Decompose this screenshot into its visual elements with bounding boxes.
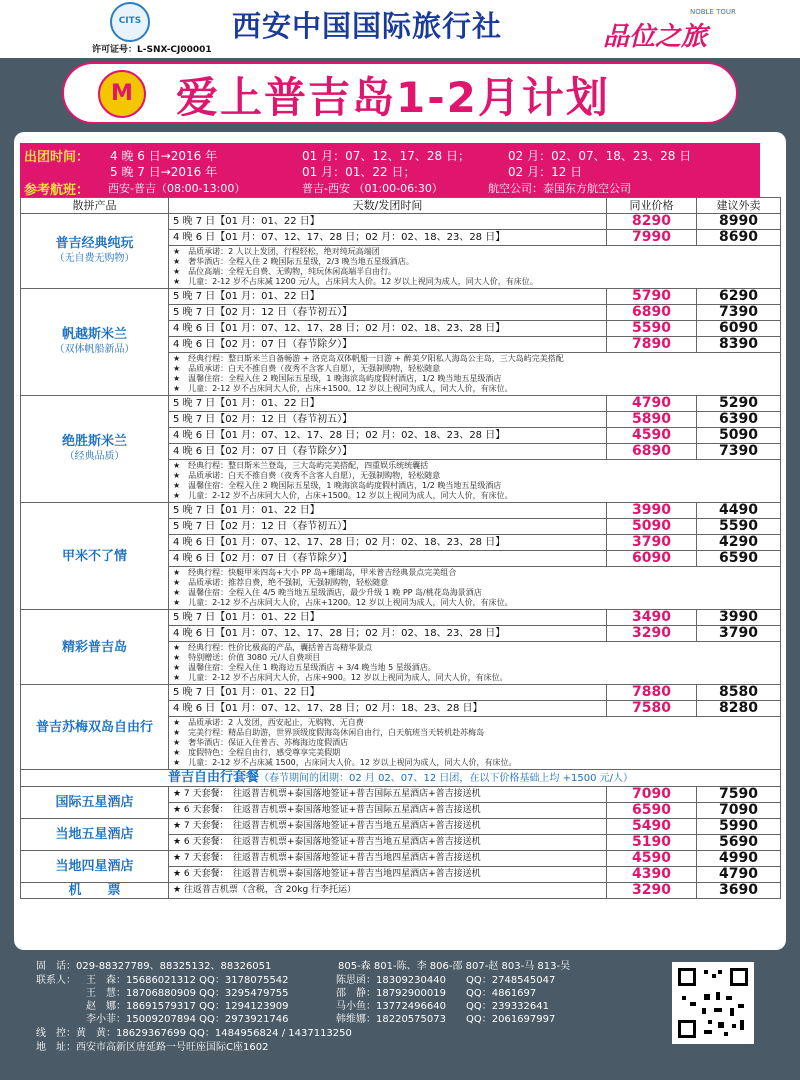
trade-price: 5590: [607, 321, 697, 337]
product-subtitle: （经典品质）: [64, 451, 125, 462]
package-desc: ★ 6 天套餐： 往返普吉机票+泰国落地签证+普吉当地五星酒店+普吉接送机: [169, 835, 607, 851]
note-line: ★ 奢华酒店：保证入住普吉、苏梅海边度假酒店: [173, 738, 349, 747]
trade-price: 5090: [607, 519, 697, 535]
trade-price: 5790: [607, 289, 697, 305]
departure-dates: 4 晚 6 日【01 月：07、12、17、28 日；02 月：02、18、23、28 日】: [169, 428, 607, 444]
free-travel-title: 普吉自由行套餐: [167, 770, 259, 785]
package-desc: ★ 7 天套餐： 往返普吉机票+泰国落地签证+普吉当地五星酒店+普吉接送机: [169, 819, 607, 835]
retail-price: 6390: [697, 412, 781, 428]
trade-price: 5190: [607, 835, 697, 851]
note-line: ★ 温馨住宿：全程入住 1 晚海边五星级酒店 + 3/4 晚当地 5 星级酒店。: [173, 663, 436, 672]
product-name: [21, 610, 169, 685]
retail-price: 3690: [697, 883, 781, 899]
table-row: [21, 396, 781, 412]
note-line: ★ 品质承诺：2 人发团，西安起止，无购物、无自费: [173, 718, 364, 727]
package-name: 国际五星酒店: [21, 787, 169, 819]
trade-price: 3290: [607, 626, 697, 642]
product-title: 帆越斯米兰: [61, 327, 127, 342]
product-notes: [169, 353, 781, 396]
retail-price: 7390: [697, 305, 781, 321]
page-title: 爱上普吉岛1-2月计划: [176, 73, 610, 122]
contact-left-0: 王 森：15686021312 QQ：3178075542: [86, 975, 289, 986]
note-line: ★ 品质承诺：推荐自费，绝不强制，无强制购物，轻松随意: [173, 578, 389, 587]
retail-price: 8580: [697, 685, 781, 701]
note-line: ★ 经典行程：快艇甲米四岛+大小 PP 岛+珊瑚岛，甲米普吉经典景点完美组合: [173, 568, 457, 577]
product-title: 普吉经典纯玩: [55, 236, 134, 251]
retail-price: 6590: [697, 551, 781, 567]
note-line: ★ 品质承诺：白天不推自费（夜秀不含客人自愿），无强制购物，轻松随意: [173, 471, 441, 480]
retail-price: 5290: [697, 396, 781, 412]
retail-price: 8690: [697, 230, 781, 246]
trade-price: 8290: [607, 214, 697, 230]
trade-price: 4790: [607, 396, 697, 412]
dep-line1-feb: 02 月：02、07、18、23、28 日: [508, 149, 692, 163]
package-desc: ★ 6 天套餐： 往返普吉机票+泰国落地签证+普吉国际五星酒店+普吉接送机: [169, 803, 607, 819]
trade-price: 6090: [607, 551, 697, 567]
table-row: [21, 214, 781, 230]
note-line: ★ 儿童：2-12 岁不占床减 1500，占床同大人价。12 岁以上视同为成人，同大人价，有床位。: [173, 758, 517, 767]
header: [0, 0, 800, 58]
table-row: [21, 883, 781, 899]
trade-price: 6590: [607, 803, 697, 819]
address-line: 地 址：西安市高新区唐延路一号旺座国际C座1602: [36, 1042, 269, 1053]
cits-logo: [110, 2, 150, 42]
col-header-trade-price: 同业价格: [607, 198, 697, 214]
note-line: ★ 儿童：2-12 岁不占床同大人价，占床+900。12 岁以上视同为成人，同大人价，有床位。: [173, 673, 508, 682]
retail-price: 3990: [697, 610, 781, 626]
product-notes: [169, 460, 781, 503]
departure-dates: 5 晚 7 日【02 月：12 日（春节初五）】: [169, 412, 607, 428]
contacts-label: 联系人：: [36, 975, 76, 986]
note-line: ★ 度假特色：全程自由行，感受尊享完美假期: [173, 748, 341, 757]
free-travel-header: [21, 770, 781, 787]
dep-line2-jan: 01 月：01、22 日；: [302, 165, 416, 179]
note-line: ★ 品质承诺：2 人以上发团，行程轻松，绝对纯玩高端团: [173, 247, 380, 256]
contact-left-3: 李小菲：15009207894 QQ：2973921746: [86, 1014, 289, 1025]
table-row: [21, 819, 781, 835]
contact-right-1: 邵 静：18792900019 QQ：4861697: [336, 988, 537, 999]
trade-price: 5890: [607, 412, 697, 428]
table-row: [21, 289, 781, 305]
product-title: 甲米不了情: [61, 548, 127, 564]
brand-logo: 品位之旅: [603, 22, 708, 52]
departure-dates: 4 晚 6 日【02 月：07 日（春节除夕）】: [169, 551, 607, 567]
retail-price: 5090: [697, 428, 781, 444]
table-row: [21, 685, 781, 701]
departure-dates: 4 晚 6 日【01 月：07、12、17、28 日；02 月：02、18、23、28 日】: [169, 230, 607, 246]
trade-price: 6890: [607, 444, 697, 460]
note-line: ★ 儿童：2-12 岁不占床同大人价，占床+1200。12 岁以上视同为成人，同大人价，有床位。: [173, 598, 513, 607]
retail-price: 8280: [697, 701, 781, 717]
departure-dates: 5 晚 7 日【01 月：01、22 日】: [169, 396, 607, 412]
col-header-product: 散拼产品: [21, 198, 169, 214]
company-name: 西安中国国际旅行社: [232, 9, 503, 43]
extension-line: 805-森 801-陈、李 806-邵 807-赵 803-马 813-吴: [338, 961, 571, 972]
trade-price: 4390: [607, 867, 697, 883]
trade-price: 4590: [607, 851, 697, 867]
trade-price: 3990: [607, 503, 697, 519]
departure-dates: 5 晚 7 日【01 月：01、22 日】: [169, 214, 607, 230]
dep-line1-jan: 01 月：07、12、17、28 日；: [302, 149, 470, 163]
retail-price: 7390: [697, 444, 781, 460]
product-title: 精彩普吉岛: [61, 639, 127, 655]
note-line: ★ 温馨住宿：全程入住 4/5 晚当地五星级酒店，最少升级 1 晚 PP 岛/桃花岛海景酒店: [173, 588, 482, 597]
flight-inbound: 普吉-西安 （01:00-06:30）: [302, 182, 443, 195]
table-row: [21, 851, 781, 867]
departure-dates: 4 晚 6 日【02 月：07 日（春节除夕）】: [169, 444, 607, 460]
banner-logo: M: [98, 70, 146, 118]
note-line: ★ 儿童：2-12 岁不占床同大人价，占床+1500。12 岁以上视同为成人，同大人价，有床位。: [173, 384, 513, 393]
trade-price: 7580: [607, 701, 697, 717]
trade-price: 7880: [607, 685, 697, 701]
retail-price: 8390: [697, 337, 781, 353]
departure-dates: 5 晚 7 日【01 月：01、22 日】: [169, 289, 607, 305]
departure-label: 出团时间：: [24, 150, 90, 165]
contact-right-3: 韩维娜：18220575073 QQ：2061697997: [336, 1014, 556, 1025]
license-number: 许可证号：L-SNX-CJ00001: [92, 45, 212, 55]
product-notes: [169, 717, 781, 770]
note-line: ★ 儿童：2-12 岁不占床减 1200 元/人，占床同大人价。12 岁以上视同为成人，同大人价，有床位。: [173, 277, 538, 286]
note-line: ★ 温馨住宿：全程入住 2 晚国际五星级，1 晚海滨岛屿度假村酒店，1/2 晚当地五星级酒店: [173, 481, 502, 490]
retail-price: 4790: [697, 867, 781, 883]
product-notes: [169, 567, 781, 610]
table-row: [21, 610, 781, 626]
product-name: [21, 214, 169, 289]
note-line: ★ 完美行程：精品自助游，世界顶级度假海岛休闲自由行，白天航班当天转机赴苏梅岛: [173, 728, 485, 737]
note-line: ★ 品质承诺：白天不推自费（夜秀不含客人自愿），无强制购物，轻松随意: [173, 364, 441, 373]
product-notes: [169, 246, 781, 289]
line-control: 线 控：黄 黄：18629367699 QQ：1484956824 / 1437113250: [36, 1028, 352, 1039]
contact-left-1: 王 慧：18706880909 QQ：3295479755: [86, 988, 289, 999]
departure-dates: 5 晚 7 日【01 月：01、22 日】: [169, 503, 607, 519]
product-subtitle: （双体帆船新品）: [54, 344, 135, 355]
retail-price: 4490: [697, 503, 781, 519]
title-banner: [62, 62, 738, 124]
retail-price: 4990: [697, 851, 781, 867]
logo-text: CITS: [118, 16, 142, 26]
note-line: ★ 温馨住宿：全程入住 2 晚国际五星级，1 晚海滨岛屿度假村酒店，1/2 晚当地五星级酒店: [173, 374, 502, 383]
retail-price: 6290: [697, 289, 781, 305]
departure-dates: 5 晚 7 日【02 月：12 日（春节初五）】: [169, 519, 607, 535]
retail-price: 7590: [697, 787, 781, 803]
package-desc: ★ 7 天套餐： 往返普吉机票+泰国落地签证+普吉当地四星酒店+普吉接送机: [169, 851, 607, 867]
package-name: 当地五星酒店: [21, 819, 169, 851]
table-header-row: [21, 198, 781, 214]
product-name: [21, 685, 169, 770]
airline: 航空公司：泰国东方航空公司: [488, 182, 631, 195]
retail-price: 7090: [697, 803, 781, 819]
price-table: [20, 197, 781, 899]
qr-code: [672, 962, 754, 1044]
package-desc: ★ 7 天套餐： 往返普吉机票+泰国落地签证+普吉国际五星酒店+普吉接送机: [169, 787, 607, 803]
free-travel-note: （春节期间的团期：02 月 02、07、12 日团，在以下价格基础上均 +1500 元/人）: [259, 773, 633, 784]
product-title: 普吉苏梅双岛自由行: [35, 719, 153, 735]
trade-price: 7090: [607, 787, 697, 803]
departure-dates: 4 晚 6 日【02 月：07 日（春节除夕）】: [169, 337, 607, 353]
retail-price: 6090: [697, 321, 781, 337]
trade-price: 7990: [607, 230, 697, 246]
product-name: [21, 289, 169, 396]
trade-price: 5490: [607, 819, 697, 835]
note-line: ★ 经典行程：整日斯米兰自备畅游 + 洛克岛双体帆船一日游 + 醉美夕阳私人海岛公主岛，三大岛屿完美搭配: [173, 354, 564, 363]
free-travel-header-row: [21, 770, 781, 787]
product-title: 绝胜斯米兰: [61, 434, 127, 449]
flight-outbound: 西安-普吉（08:00-13:00）: [108, 182, 246, 195]
retail-price: 5690: [697, 835, 781, 851]
contact-right-2: 马小鱼：13772496640 QQ：239332641: [336, 1001, 549, 1012]
retail-price: 4290: [697, 535, 781, 551]
product-subtitle: （无自费无购物）: [54, 253, 135, 264]
note-line: ★ 儿童：2-12 岁不占床同大人价，占床+1500。12 岁以上视同为成人，同大人价，有床位。: [173, 491, 513, 500]
table-row: [21, 503, 781, 519]
departure-dates: 4 晚 6 日【01 月：07、12、17、28 日；02 月：02、18、23、28 日】: [169, 626, 607, 642]
col-header-retail-price: 建议外卖: [697, 198, 781, 214]
departure-dates: 5 晚 7 日【01 月：01、22 日】: [169, 685, 607, 701]
trade-price: 4590: [607, 428, 697, 444]
note-line: ★ 特别赠送：价值 3080 元/人自费项目: [173, 653, 321, 662]
schedule-bar: [20, 143, 760, 197]
trade-price: 6890: [607, 305, 697, 321]
retail-price: 5590: [697, 519, 781, 535]
product-name: [21, 503, 169, 610]
dep-line2-duration: 5 晚 7 日→2016 年: [110, 165, 218, 179]
contact-right-0: 陈思函：18309230440 QQ：2748545047: [336, 975, 556, 986]
note-line: ★ 品位高端：全程无自费、无购物，纯玩休闲高端半自由行。: [173, 267, 397, 276]
trade-price: 3290: [607, 883, 697, 899]
note-line: ★ 奢华酒店：全程入住 2 晚国际五星级，2/3 晚当地五星级酒店。: [173, 257, 414, 266]
product-name: [21, 396, 169, 503]
package-desc: ★ 6 天套餐： 往返普吉机票+泰国落地签证+普吉当地四星酒店+普吉接送机: [169, 867, 607, 883]
table-row: [21, 787, 781, 803]
package-desc: ★ 往返普吉机票（含税，含 20kg 行李托运）: [169, 883, 607, 899]
dep-line1-duration: 4 晚 6 日→2016 年: [110, 149, 218, 163]
package-name: 机 票: [21, 883, 169, 899]
contact-left-2: 赵 娜：18691579317 QQ：1294123909: [86, 1001, 289, 1012]
product-notes: [169, 642, 781, 685]
departure-dates: 4 晚 6 日【01 月：07、12、17、28 日；02 月：02、18、23、28 日】: [169, 321, 607, 337]
note-line: ★ 经典行程：整日斯米兰登岛，三大岛屿完美搭配，四重娱乐统统囊括: [173, 461, 429, 470]
trade-price: 3790: [607, 535, 697, 551]
retail-price: 3790: [697, 626, 781, 642]
flight-label: 参考航班：: [24, 183, 90, 198]
package-name: 当地四星酒店: [21, 851, 169, 883]
departure-dates: 5 晚 7 日【02 月：12 日（春节初五）】: [169, 305, 607, 321]
retail-price: 8990: [697, 214, 781, 230]
dep-line2-feb: 02 月：12 日: [508, 165, 583, 179]
departure-dates: 4 晚 6 日【01 月：07、12、17、28 日；02 月：18、23、28 日】: [169, 701, 607, 717]
trade-price: 3490: [607, 610, 697, 626]
departure-dates: 4 晚 6 日【01 月：07、12、17、28 日；02 月：02、18、23、28 日】: [169, 535, 607, 551]
brand-subtitle: NOBLE TOUR: [690, 8, 736, 16]
col-header-days: 天数/发团时间: [169, 198, 607, 214]
note-line: ★ 经典行程：性价比极高的产品，囊括普吉岛精华景点: [173, 643, 373, 652]
phone-line: 固 话：029-88327789、88325132、88326051: [36, 961, 272, 972]
retail-price: 5990: [697, 819, 781, 835]
departure-dates: 5 晚 7 日【01 月：01、22 日】: [169, 610, 607, 626]
trade-price: 7890: [607, 337, 697, 353]
